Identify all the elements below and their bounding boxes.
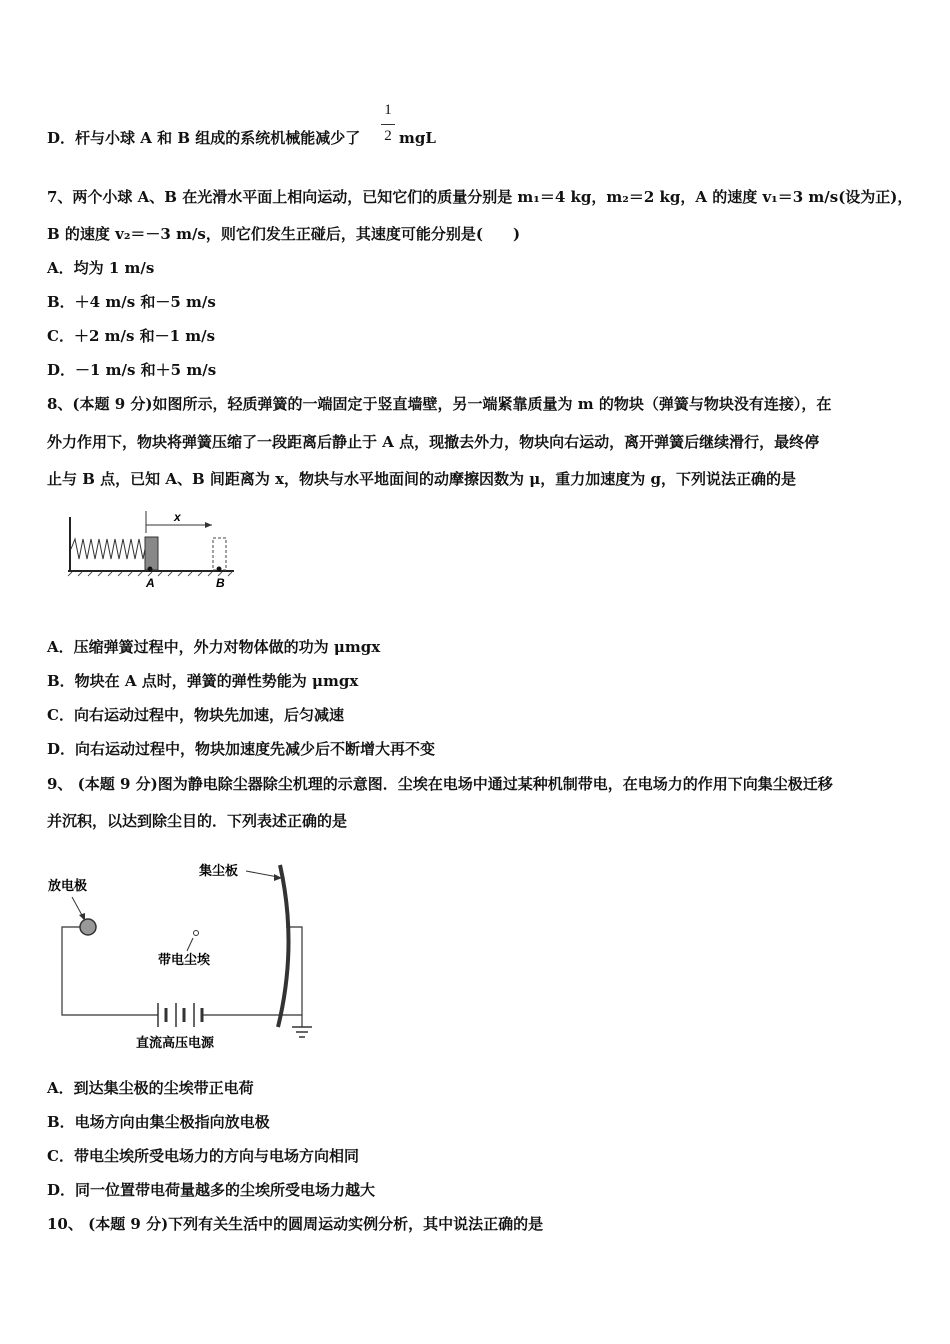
q6-option-d [47, 128, 360, 148]
point-a-dot [148, 567, 153, 572]
block [145, 537, 158, 570]
q7-stem-line2: B 的速度 v₂＝－3 m/s，则它们发生正碰后，其速度可能分别是( ) [47, 225, 521, 243]
fraction-numerator: 1 [384, 102, 392, 118]
q7-option-a: A．均为 1 m/s [47, 259, 155, 277]
q7-stem-line1: 7、两个小球 A、B 在光滑水平面上相向运动，已知它们的质量分别是 m₁＝4 kg，m₂＝2 kg，A 的速度 v₁＝3 m/s(设为正)， [47, 188, 913, 206]
fraction-bar [381, 124, 395, 125]
point-b-dot [217, 567, 222, 572]
collector-label: 集尘板 [199, 863, 239, 878]
dust-label: 带电尘埃 [158, 952, 211, 967]
collector-plate [278, 865, 289, 1027]
discharge-electrode [80, 919, 96, 935]
power-source-label: 直流高压电源 [136, 1035, 215, 1050]
q7-option-c: C．＋2 m/s 和－1 m/s [47, 327, 216, 345]
x-arrowhead [205, 522, 212, 528]
precipitator-figure [40, 855, 330, 1055]
q9-stem-line2: 并沉积，以达到除尘目的．下列表述正确的是 [47, 812, 348, 830]
discharge-pointer [72, 897, 83, 917]
q6-option-d-suffix: mgL [399, 129, 436, 147]
q8-stem-line1: 8、(本题 9 分)如图所示，轻质弹簧的一端固定于竖直墙壁，另一端紧靠质量为 m 的物块（弹簧与物块没有连接），在 [47, 395, 832, 413]
q10-stem-line1: 10、 (本题 9 分)下列有关生活中的圆周运动实例分析，其中说法正确的是 [47, 1215, 544, 1233]
point-b-label: B [216, 576, 225, 590]
collector-pointer [246, 871, 278, 877]
q6-option-d-text: D．杆与小球 A 和 B 组成的系统机械能减少了 [47, 129, 361, 147]
left-wire [62, 927, 158, 1015]
q9-option-c: C．带电尘埃所受电场力的方向与电场方向相同 [47, 1147, 359, 1165]
q9-option-b: B．电场方向由集尘极指向放电极 [47, 1113, 270, 1131]
fraction-denominator: 2 [384, 128, 392, 144]
q9-stem-line1: 9、 (本题 9 分)图为静电除尘器除尘机理的示意图．尘埃在电场中通过某种机制带电，在电场力的作用下向集尘极迁移 [47, 775, 833, 793]
q8-stem-line3: 止与 B 点，已知 A、B 间距离为 x，物块与水平地面间的动摩擦因数为 μ，重力加速度为 g，下列说法正确的是 [47, 470, 796, 488]
spring [71, 539, 145, 559]
q9-option-d: D．同一位置带电荷量越多的尘埃所受电场力越大 [47, 1181, 376, 1199]
q8-option-c: C．向右运动过程中，物块先加速，后匀减速 [47, 706, 344, 724]
q8-option-b: B．物块在 A 点时，弹簧的弹性势能为 μmgx [47, 672, 359, 690]
q7-option-d: D．－1 m/s 和＋5 m/s [47, 361, 217, 379]
q8-stem-line2: 外力作用下，物块将弹簧压缩了一段距离后静止于 A 点，现撤去外力，物块向右运动，离开弹簧后继续滑行，最终停 [47, 433, 820, 451]
dust-pointer [187, 938, 193, 951]
q7-option-b: B．＋4 m/s 和－5 m/s [47, 293, 216, 311]
spring-block-figure [62, 505, 237, 595]
dust-particle [194, 931, 199, 936]
q8-option-a: A．压缩弹簧过程中，外力对物体做的功为 μmgx [47, 638, 381, 656]
q8-option-d: D．向右运动过程中，物块加速度先减少后不断增大再不变 [47, 740, 436, 758]
discharge-electrode-label: 放电极 [48, 878, 88, 893]
x-label: x [174, 510, 181, 524]
q9-option-a: A．到达集尘极的尘埃带正电荷 [47, 1079, 254, 1097]
dashed-block [213, 538, 226, 570]
point-a-label: A [146, 576, 155, 590]
